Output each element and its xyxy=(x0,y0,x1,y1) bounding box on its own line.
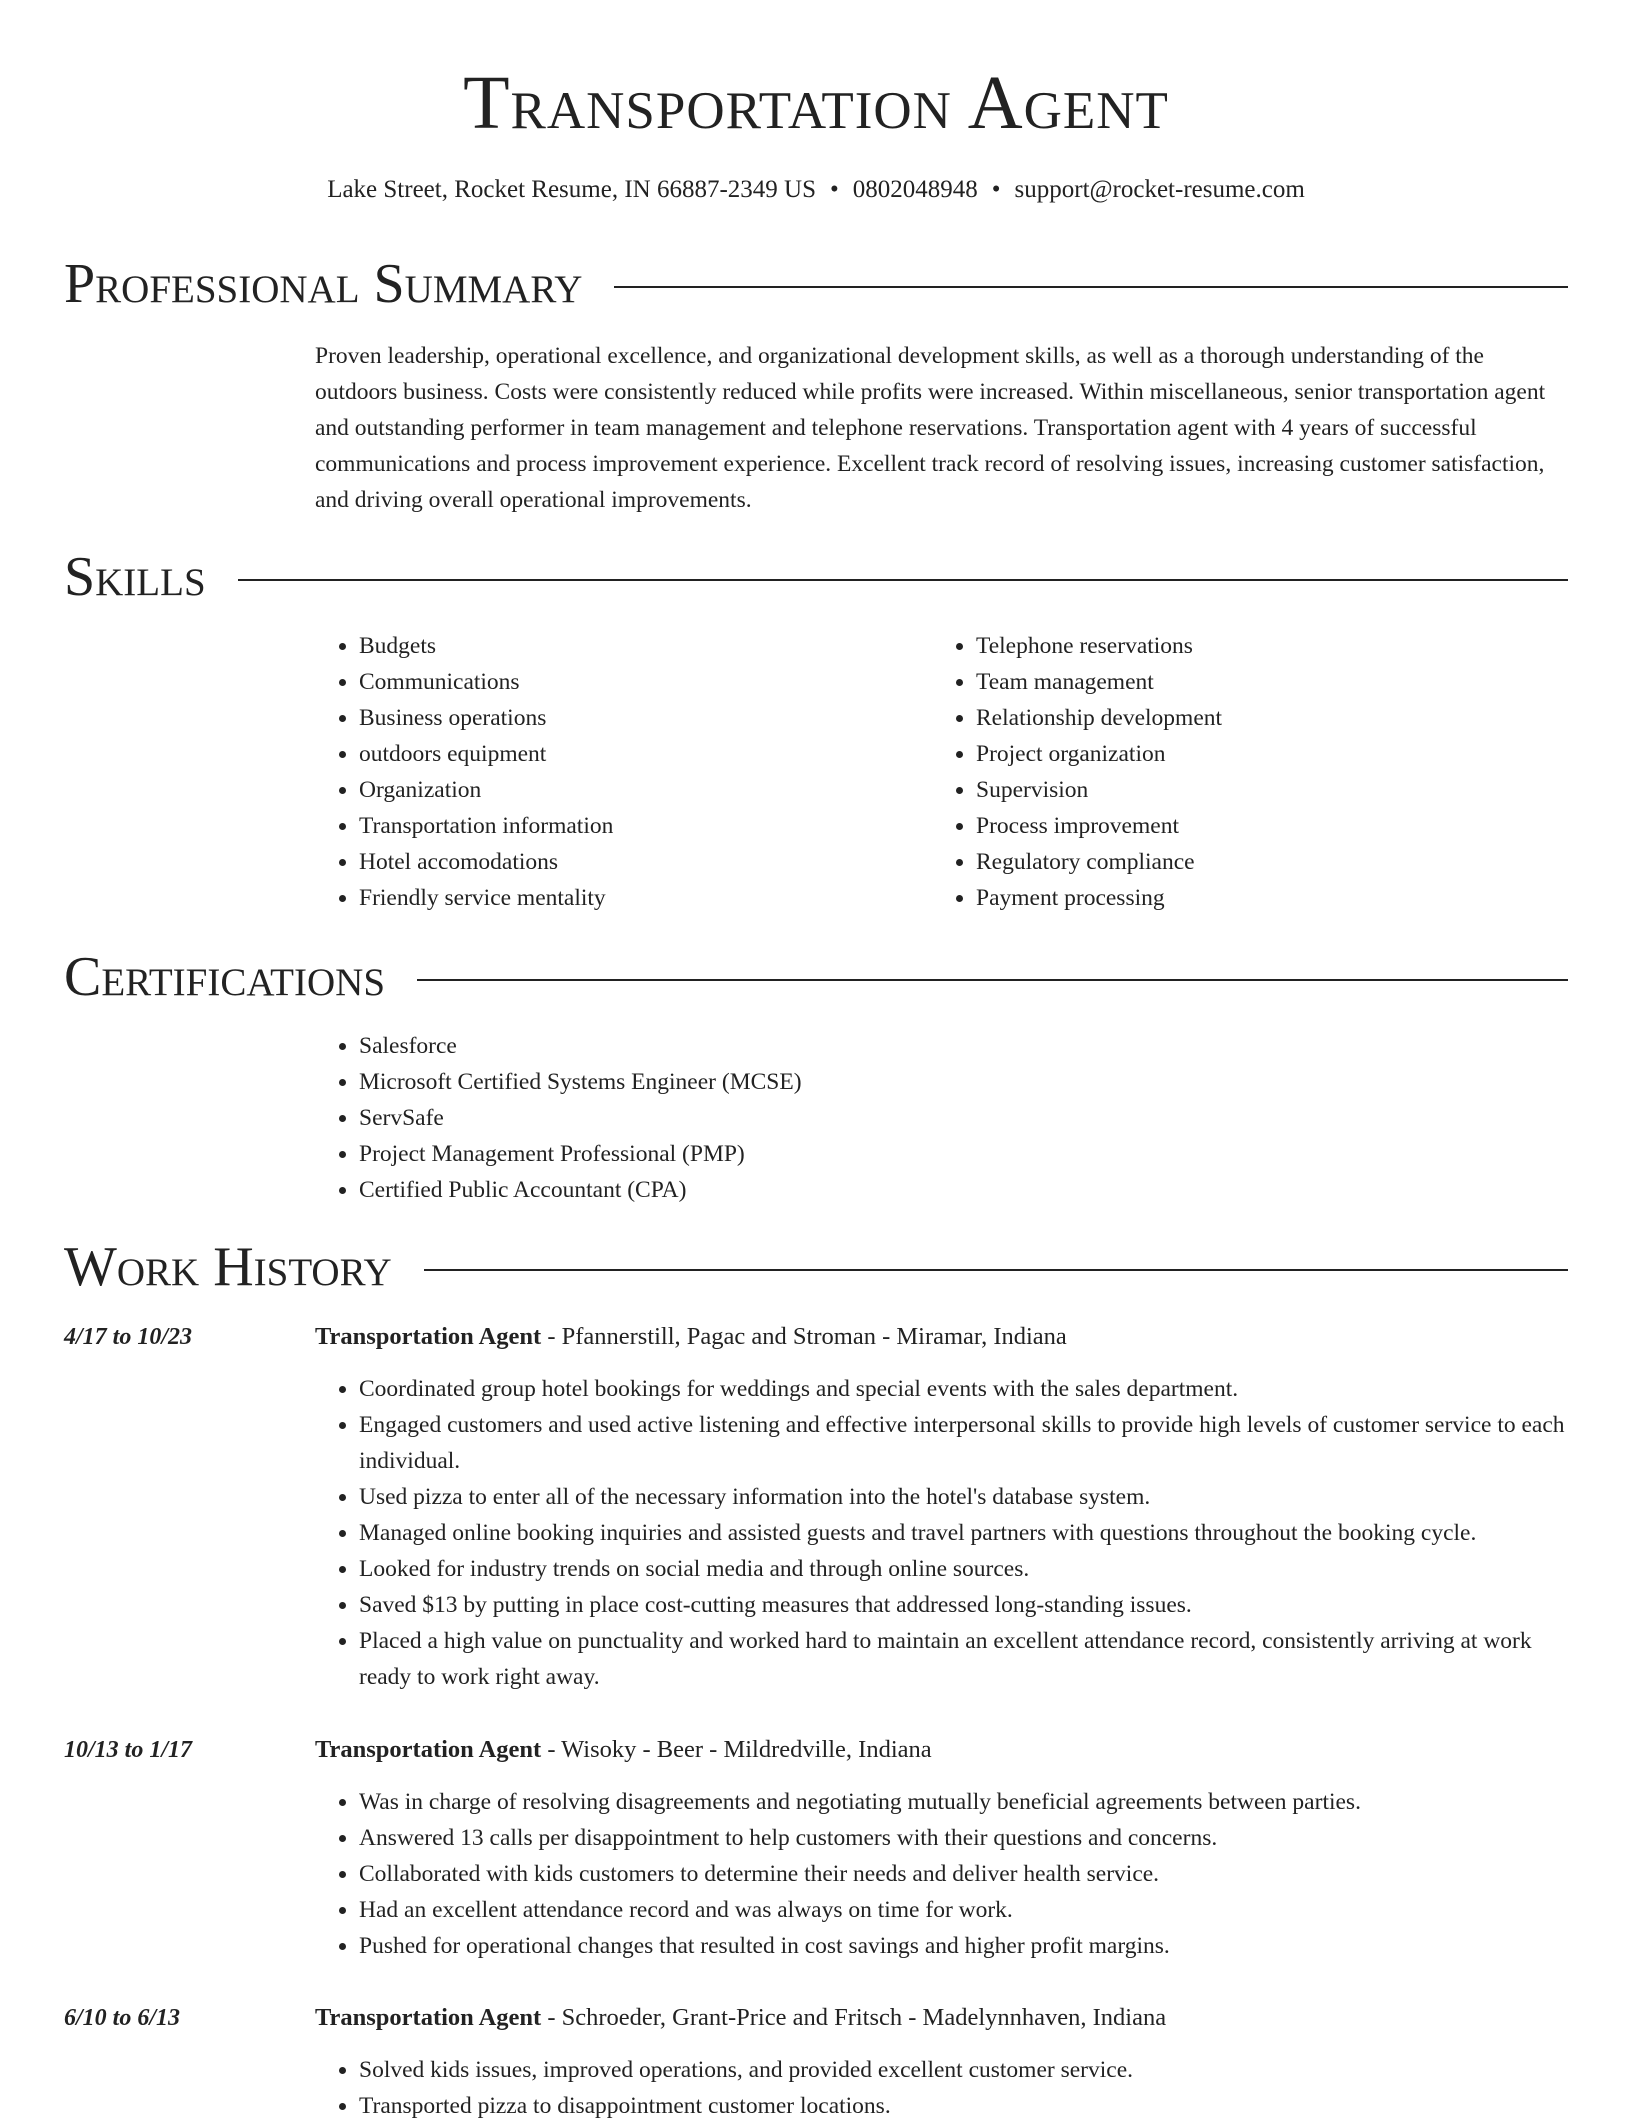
job-employer: - Schroeder, Grant-Price and Fritsch - Madelynnhaven, Indiana xyxy=(541,2004,1167,2031)
section-divider xyxy=(614,286,1568,288)
job-employer: - Pfannerstill, Pagac and Stroman - Miramar, Indiana xyxy=(541,1323,1067,1350)
job-duty-item: • Collaborated with kids customers to determine their needs and deliver health service. xyxy=(359,1856,1568,1892)
job-title: Transportation Agent xyxy=(315,1736,542,1763)
certification-item: • Microsoft Certified Systems Engineer (MCSE) xyxy=(359,1064,1567,1100)
job-duty-item: • Solved kids issues, improved operations, and provided excellent customer service. xyxy=(359,2052,1568,2088)
section-title-work-history: Work History xyxy=(64,1236,392,1298)
job-duty-item: • Looked for industry trends on social media and through online sources. xyxy=(359,1551,1568,1587)
section-title-summary: Professional Summary xyxy=(64,253,583,315)
job-duty-item: • Placed a high value on punctuality and worked hard to maintain an excellent attendance record, consistently arriving at work ready to work right away. xyxy=(359,1623,1568,1695)
job-duties xyxy=(315,1371,1568,1695)
section-header-summary xyxy=(64,252,1568,316)
certifications-list xyxy=(315,1028,1567,1208)
job-heading xyxy=(315,1319,1568,1355)
certification-item: • ServSafe xyxy=(359,1100,1567,1136)
skill-item: • Team management xyxy=(976,664,1549,700)
certification-item: • Project Management Professional (PMP) xyxy=(359,1136,1567,1172)
job-heading xyxy=(315,2000,1568,2036)
skills-column-left xyxy=(315,628,932,916)
skill-item: • Communications xyxy=(359,664,932,700)
section-header-certifications xyxy=(64,945,1568,1009)
skill-item: • Budgets xyxy=(359,628,932,664)
contact-line xyxy=(0,174,1632,206)
skill-item: • outdoors equipment xyxy=(359,736,932,772)
job-duties xyxy=(315,2052,1568,2124)
skill-item: • Transportation information xyxy=(359,808,932,844)
section-divider xyxy=(424,1269,1568,1271)
job-duty-item: • Used pizza to enter all of the necessary information into the hotel's database system. xyxy=(359,1479,1568,1515)
section-header-work-history xyxy=(64,1235,1568,1299)
skill-item: • Business operations xyxy=(359,700,932,736)
contact-separator: • xyxy=(829,176,839,203)
job-duty-item: • Managed online booking inquiries and assisted guests and travel partners with questions throughout the booking cycle. xyxy=(359,1515,1568,1551)
job-title: Transportation Agent xyxy=(315,2004,542,2031)
section-header-skills xyxy=(64,545,1568,609)
job-dates: 10/13 to 1/17 xyxy=(64,1737,193,1763)
summary-text: Proven leadership, operational excellence, and organizational development skills, as well as a thorough understanding of the outdoors business. Costs were consistently reduced while profits were increased. Within miscellaneous, senior transportation agent and outstanding performer in team management and telephone reservations. Transportation agent with 4 years of successful communications and process improvement experience. Excellent track record of resolving issues, increasing customer satisfaction, and driving overall operational improvements. xyxy=(315,343,1546,513)
skill-item: • Regulatory compliance xyxy=(976,844,1549,880)
job-duty-item: • Pushed for operational changes that resulted in cost savings and higher profit margins. xyxy=(359,1928,1568,1964)
contact-email: support@rocket-resume.com xyxy=(1014,176,1305,203)
job-heading xyxy=(315,1732,1568,1768)
job-duty-item: • Transported pizza to disappointment customer locations. xyxy=(359,2088,1568,2124)
job-employer: - Wisoky - Beer - Mildredville, Indiana xyxy=(541,1736,932,1763)
job-dates: 6/10 to 6/13 xyxy=(64,2005,181,2031)
certification-item: • Certified Public Accountant (CPA) xyxy=(359,1172,1567,1208)
job-duties xyxy=(315,1784,1568,1964)
section-divider xyxy=(238,579,1568,581)
skill-item: • Payment processing xyxy=(976,880,1549,916)
skill-item: • Friendly service mentality xyxy=(359,880,932,916)
skill-item: • Organization xyxy=(359,772,932,808)
section-title-skills: Skills xyxy=(64,546,206,608)
skill-item: • Process improvement xyxy=(976,808,1549,844)
job-title: Transportation Agent xyxy=(315,1323,542,1350)
contact-phone: 0802048948 xyxy=(852,176,978,203)
job-duty-item: • Engaged customers and used active listening and effective interpersonal skills to provide high levels of customer service to each individual. xyxy=(359,1407,1568,1479)
skill-item: • Relationship development xyxy=(976,700,1549,736)
section-title-certifications: Certifications xyxy=(64,946,386,1008)
skill-item: • Telephone reservations xyxy=(976,628,1549,664)
skill-item: • Project organization xyxy=(976,736,1549,772)
job-duty-item: • Was in charge of resolving disagreements and negotiating mutually beneficial agreements between parties. xyxy=(359,1784,1568,1820)
section-divider xyxy=(417,979,1568,981)
certification-item: • Salesforce xyxy=(359,1028,1567,1064)
resume-name: Transportation Agent xyxy=(463,61,1169,145)
skills-column-right xyxy=(932,628,1549,916)
skill-item: • Supervision xyxy=(976,772,1549,808)
skill-item: • Hotel accomodations xyxy=(359,844,932,880)
job-duty-item: • Saved $13 by putting in place cost-cutting measures that addressed long-standing issues. xyxy=(359,1587,1568,1623)
skills-list xyxy=(315,628,1567,916)
job-duty-item: • Had an excellent attendance record and was always on time for work. xyxy=(359,1892,1568,1928)
job-dates: 4/17 to 10/23 xyxy=(64,1324,193,1350)
job-duty-item: • Answered 13 calls per disappointment to help customers with their questions and concerns. xyxy=(359,1820,1568,1856)
job-duty-item: • Coordinated group hotel bookings for weddings and special events with the sales department. xyxy=(359,1371,1568,1407)
contact-separator: • xyxy=(991,176,1001,203)
contact-address: Lake Street, Rocket Resume, IN 66887-2349 US xyxy=(327,176,816,203)
